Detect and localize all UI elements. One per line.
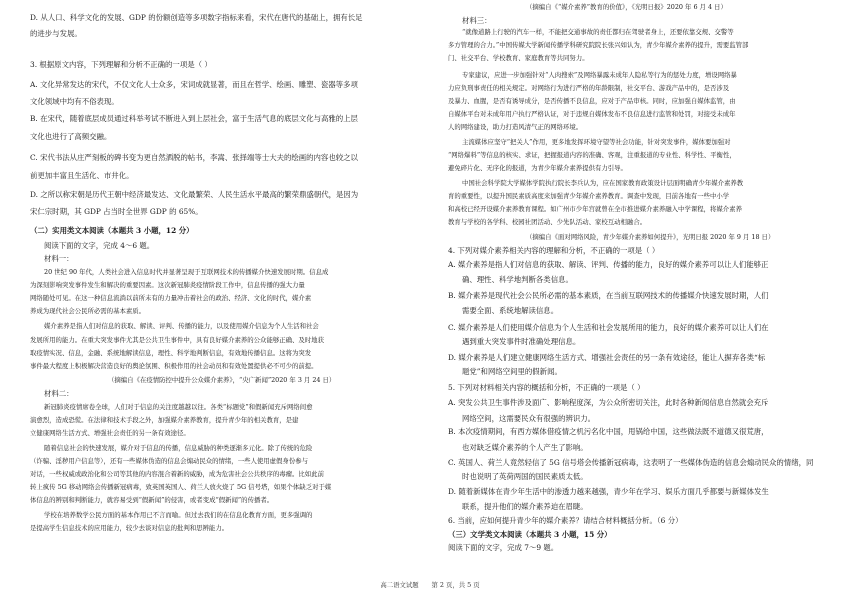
right-text-line: B. 媒介素养是现代社会公民所必需的基本素质，在当前互联网技术的传播媒介快速发展时期，人们 — [448, 291, 769, 300]
right-text-line: “就像道路上行驶的汽车一样，不能把交通事故的责任都归在驾驶者身上，还要依靠交规、交警等 — [462, 28, 734, 36]
right-text-line: 题党”和网络空间里的假新闻。 — [462, 367, 562, 376]
right-text-line: 避免碎片化、无序化的报道，为青少年媒介素养提供有力引导。 — [448, 164, 627, 172]
right-text-line: 门、社交平台、学校教育、家庭教育等共同努力。 — [448, 54, 589, 62]
left-text-line: 材料二： — [44, 389, 74, 398]
right-text-line: 专家建议，应进一步加强针对“人肉搜索”及网络暴露未成年人隐私等行为的惩处力度，增设网络暴 — [462, 71, 737, 79]
left-text-line: 是提高学生信息技术的应用能力，较少去谈对信息的批判和思辨能力。 — [30, 524, 229, 532]
left-text-line: D. 从人口、科学文化的发展、GDP 的份额创造等多项数字指标来看，宋代在唐代的基础上，拥有长足 — [30, 13, 363, 22]
left-text-line: B. 在宋代，随着底层成员通过科举考试不断进入到上层社会，富于生活气息的底层文化与高雅的上层 — [30, 114, 358, 123]
right-text-line: D. 随着新媒体在青少年生活中的渗透力越来越强，青少年在学习、娱乐方面几乎都要与新媒体发生 — [448, 487, 769, 496]
left-text-line: 立健康网络生活方式、增强社会责任的另一条有效途径。 — [30, 429, 190, 437]
left-text-line: （二）实用类文本阅读（本题共 3 小题，12 分） — [30, 226, 194, 235]
left-text-line: 文化也进行了高频交融。 — [30, 132, 112, 141]
left-text-line: 新冠肺炎疫情席卷全球，人们对于信息的关注度越越以往。各类“标题党”和假新闻充斥网络间愈 — [44, 403, 313, 411]
left-text-line: 学校在培养数学公民方面的基本作用已不言而喻。但过去我们的在信息化教育方面，更多强调的 — [44, 511, 313, 519]
right-text-line: 确、理性、科学地判断各类信息。 — [462, 275, 573, 284]
left-text-line: 体信息的辨别和判断能力，就容易受到“假新闻”的侵害，或者变成“假新闻”的传播者。 — [30, 496, 274, 504]
right-text-line: 需要全面、系统地解读信息。 — [462, 306, 559, 315]
right-text-line: 多方管理的合力。”中国传媒大学新闻传播学科研究院院长张兴如认为，青少年媒介素养的提升，需要监管部 — [448, 41, 749, 49]
left-text-line: 3. 根据原文内容，下列理解和分析不正确的一项是（ ） — [30, 60, 212, 69]
right-text-line: A. 媒介素养是指人们对信息的获取、解读、评判、传播的能力，良好的媒介素养可以让人们能够正 — [448, 260, 769, 269]
right-text-line: 材料三： — [462, 16, 492, 25]
right-text-line: （三）文学类文本阅读（本题共 3 小题，15 分） — [448, 530, 612, 539]
right-text-line: A. 突发公共卫生事件涉及面广、影响程度深，为公众所密切关注，此时各种新闻信息自然就会充斥 — [448, 398, 769, 407]
right-text-line: 人的网络建设，助力打造风清气正的网络环境。 — [448, 123, 583, 131]
right-text-line: 6. 当前，应如何提升青少年的媒介素养？请结合材料概括分析。（6 分） — [448, 516, 683, 525]
left-text-line: 20 世纪 90 年代，人类社会进入信息时代并显著呈现于互联网技术的传播媒介快速发展时期。信息成 — [44, 268, 329, 276]
left-text-line: 为深刻影响突发事件发生和解决的重要因素。这次新冠肺炎疫情阶段工作中，信息传播的强大力量 — [30, 281, 305, 289]
right-text-line: 联系，提升他们的媒介素养迫在眉睫。 — [462, 502, 588, 511]
right-text-line: 阅读下面的文字，完成 7～9 题。 — [448, 543, 559, 552]
right-text-line: 自媒体平台对未成年用户执行严格认证，对于违规自媒体发布不良信息进行监管和处罚，对接受未成年 — [448, 110, 736, 118]
left-text-line: 媒介素养是指人们对信息的获取、解读、评判、传播的能力，以及使用媒介信息为个人生活和社会 — [44, 322, 319, 330]
left-text-line: 网络随处可见。在这一种信息流淌以前所未有的力量冲击着社会的政治、经济、文化的时代，媒介素 — [30, 294, 312, 302]
right-text-line: D. 媒介素养是人们建立健康网络生活方式、增强社会责任的另一条有效途径，能让人摒弃各类“标 — [448, 353, 766, 362]
right-text-line: 4. 下列对媒介素养相关内容的理解和分析，不正确的一项是（ ） — [448, 246, 660, 255]
left-text-line: 材料一： — [44, 254, 74, 263]
left-text-line: D. 之所以称宋朝是历代王朝中经济最发达、文化最繁荣、人民生活水平最高的繁荣鼎盛朝代，是因为 — [30, 190, 359, 199]
left-text-line: 前更加丰富且生活化、市井化。 — [30, 171, 134, 180]
left-text-line: （摘编自《在疫情防控中提升公众媒介素养》，“央广新闻”2020 年 3 月 24 日） — [108, 376, 336, 384]
right-text-line: 及暴力、血腥，是否有诱导成分，是否传播不良信息，应对于产品审核。同时，应加强自媒体监管，由 — [448, 97, 736, 105]
left-text-line: 养成为现代社会公民所必需的基本素质。 — [30, 307, 146, 315]
left-text-line: （诈骗、淫秽用户信息等），还有一些媒体伪造的信息会煽动民众的情绪，一些人使用虚假身份参与 — [30, 457, 308, 465]
left-text-line: 转上疯传 5G 移动网络会传播新冠病毒，致英国英国人、荷兰人放火烧了 5G 信号塔，如果个体缺乏对于媒 — [30, 483, 332, 491]
right-text-line: C. 媒介素养是人们使用媒介信息为个人生活和社会发展所用的能力，良好的媒介素养可以让人们在 — [448, 323, 769, 332]
right-text-line: 主流媒体应坚守“把关人”作用，更多地发挥环境守望等社会功能，针对突发事件，媒体要加强对 — [462, 138, 731, 146]
left-text-line: 对话，一些权威或政治化和公司等其他的内容混合着新的威胁，成为危害社会公共秩序的毒瘤。比如此前 — [30, 470, 324, 478]
right-text-line: 5. 下列对材料相关内容的概括和分析，不正确的一项是（ ） — [448, 383, 645, 392]
right-text-line: 教育与学校的各学科、校园社团活动、少先队活动、家校互动相融合。 — [448, 218, 647, 226]
left-text-line: 发展所用的能力。在重大突发事件尤其是公共卫生事件中，具有良好媒介素养的公众能够正确、及时地获 — [30, 336, 324, 344]
right-text-line: “网络爆料”等信息的核实、求证，把握报道内容的准确、客观，注重报道的专业性、科学性、平衡性， — [448, 151, 736, 159]
left-text-line: 随着信息社会的快速发展，媒介对于信息的传播，信息威胁的种类逐渐多元化。除了传统的危险 — [44, 444, 313, 452]
left-text-line: 宋仁宗时期，其 GDP 占当时全世界 GDP 的 65%。 — [30, 207, 203, 216]
right-text-line: 中国社会科学院大学媒体学院执行院长李兵认为，应在国家教育政策设计层面明确青少年媒介素养教 — [462, 179, 744, 187]
left-text-line: 阅读下面的文字，完成 4～6 题。 — [44, 241, 155, 250]
left-text-line: A. 文化异常发达的宋代，不仅文化人士众多，宋词成就显著，而且在哲学、绘画、雕塑、瓷器等多项 — [30, 80, 358, 89]
left-text-line: 演愈烈，造成恐慌。在法律和技术手段之外，加强媒介素养教育，提升青少年的相关教育，是建 — [30, 416, 299, 424]
left-text-line: C. 宋代书法从庄严刻板的碑书变为更自然洒脱的帖书，李嵩、张择端等士大夫的绘画的内容也较之以 — [30, 153, 358, 162]
left-text-line: 文化领域中均有不俗表现。 — [30, 97, 119, 106]
right-text-line: 育的重要性，以提升国民素质高度来加强青少年媒介素养教育。调查中发现，目前各地有一些中小学 — [448, 192, 730, 200]
page-footer: 高二语文试题 第 2 页，共 5 页 — [380, 581, 480, 589]
right-text-line: 时也说明了英荷两国的国民素质太低。 — [462, 472, 588, 481]
left-text-line: 取疫情实况、信息，金融、系统地解读信息，理性、科学地判断信息，有效地传播信息。这将为突发 — [30, 349, 312, 357]
left-text-line: 事件最大程度上积极解决营造良好的舆论氛围、积极作用的社会动员和有效处置提供必不可少的前提。 — [30, 362, 318, 370]
right-text-line: 遇到重大突发事件时准确处理信息。 — [462, 337, 581, 346]
right-text-line: 和高校已经开设媒介素养教育课程。如广州市少年宫就曾在全市推进媒介素养融入中学课程，将媒介素养 — [448, 205, 742, 213]
left-text-line: 的进步与发展。 — [30, 29, 82, 38]
right-text-line: B. 本次疫情期间，有西方媒体借疫情之机污名化中国，甩锅给中国，这些做法既不道德又很荒唐， — [448, 427, 769, 436]
right-text-line: 力应负刑事责任的相关规定。对网络行为进行严格的年龄限制，社交平台、游戏产品中的，是否涉及 — [448, 84, 730, 92]
right-text-line: 也对缺乏媒介素养的个人产生了影响。 — [462, 443, 588, 452]
right-text-line: C. 英国人、荷兰人竟然轻信了 5G 信号塔会传播新冠病毒，这表明了一些媒体伪造的信息会煽动民众的情绪，同 — [448, 458, 814, 467]
right-text-line: 网络空间，这需要民众有很强的辨识力。 — [462, 414, 596, 423]
right-text-line: （摘编自《面对网络风险，青少年媒介素养如何提升》，光明日报 2020 年 9 月 18 日） — [526, 233, 775, 241]
right-text-line: （摘编自《“媒介素养”教育的价值》，《光明日报》2020 年 6 月 4 日） — [526, 3, 727, 11]
